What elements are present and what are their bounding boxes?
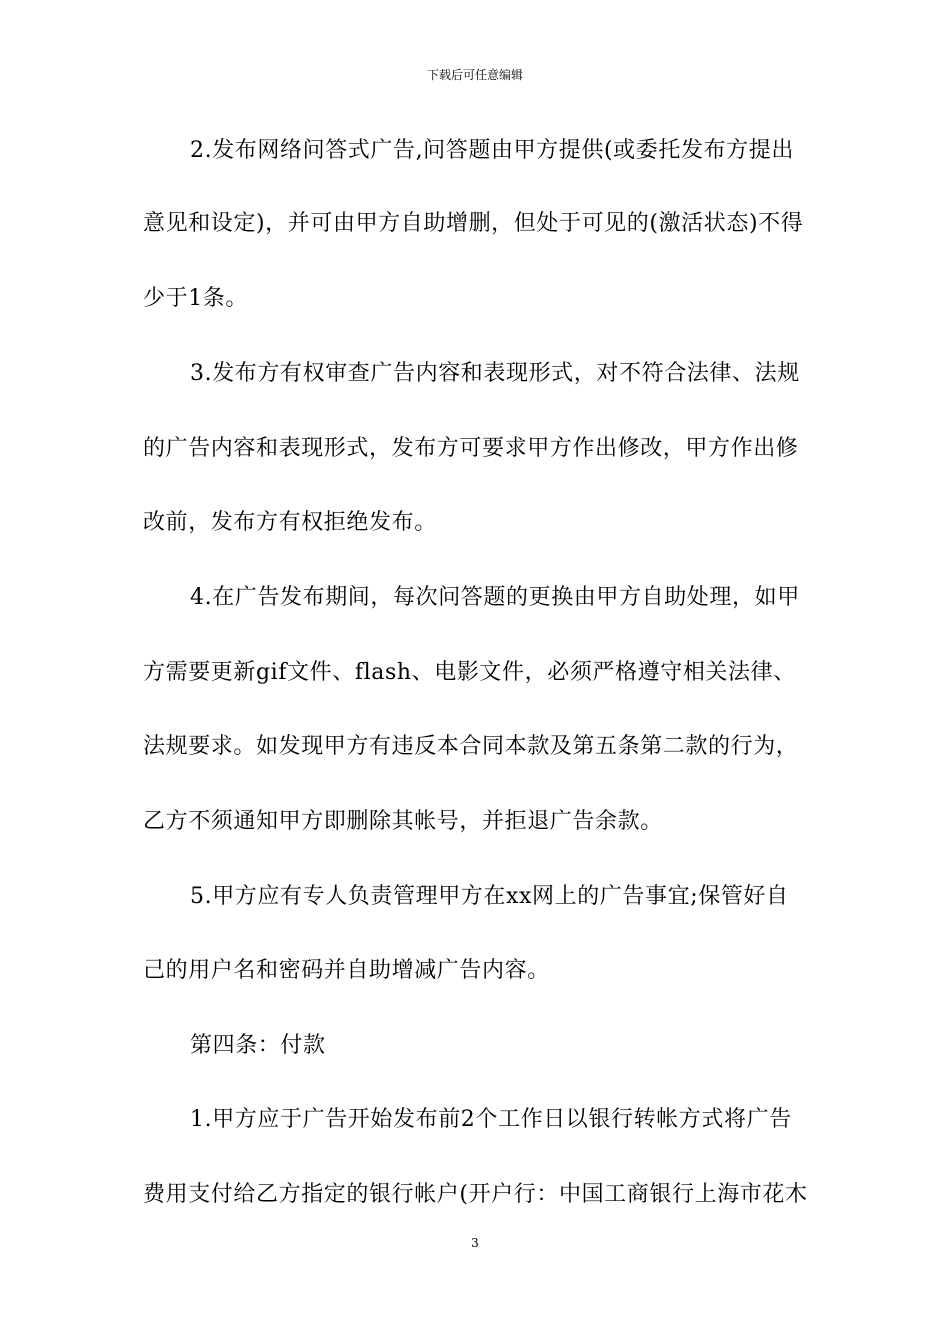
section-heading: 第四条：付款 <box>190 1033 326 1058</box>
page-header: 下载后可任意编辑 <box>426 68 523 82</box>
page-number: 3 <box>471 1236 479 1250</box>
paragraph-line: 方需要更新gif文件、flash、电影文件，必须严格遵守相关法律、 <box>143 660 796 685</box>
paragraph-line: 4.在广告发布期间，每次问答题的更换由甲方自助处理，如甲 <box>190 585 800 610</box>
paragraph-line: 5.甲方应有专人负责管理甲方在xx网上的广告事宜;保管好自 <box>190 884 789 909</box>
paragraph-line: 1.甲方应于广告开始发布前2个工作日以银行转帐方式将广告 <box>190 1107 792 1132</box>
paragraph-line: 改前，发布方有权拒绝发布。 <box>143 510 437 535</box>
paragraph-line: 意见和设定)，并可由甲方自助增删，但处于可见的(激活状态)不得 <box>143 211 804 236</box>
paragraph-line: 法规要求。如发现甲方有违反本合同本款及第五条第二款的行为， <box>143 734 799 759</box>
paragraph-line: 费用支付给乙方指定的银行帐户(开户行：中国工商银行上海市花木 <box>143 1182 808 1207</box>
paragraph-line: 2.发布网络问答式广告,问答题由甲方提供(或委托发布方提出 <box>190 138 794 163</box>
paragraph-line: 少于1条。 <box>143 286 248 311</box>
paragraph-line: 的广告内容和表现形式，发布方可要求甲方作出修改，甲方作出修 <box>143 436 799 461</box>
paragraph-line: 3.发布方有权审查广告内容和表现形式，对不符合法律、法规 <box>190 361 800 386</box>
paragraph-line: 己的用户名和密码并自助增减广告内容。 <box>143 958 550 983</box>
paragraph-line: 乙方不须通知甲方即删除其帐号，并拒退广告余款。 <box>143 809 663 834</box>
